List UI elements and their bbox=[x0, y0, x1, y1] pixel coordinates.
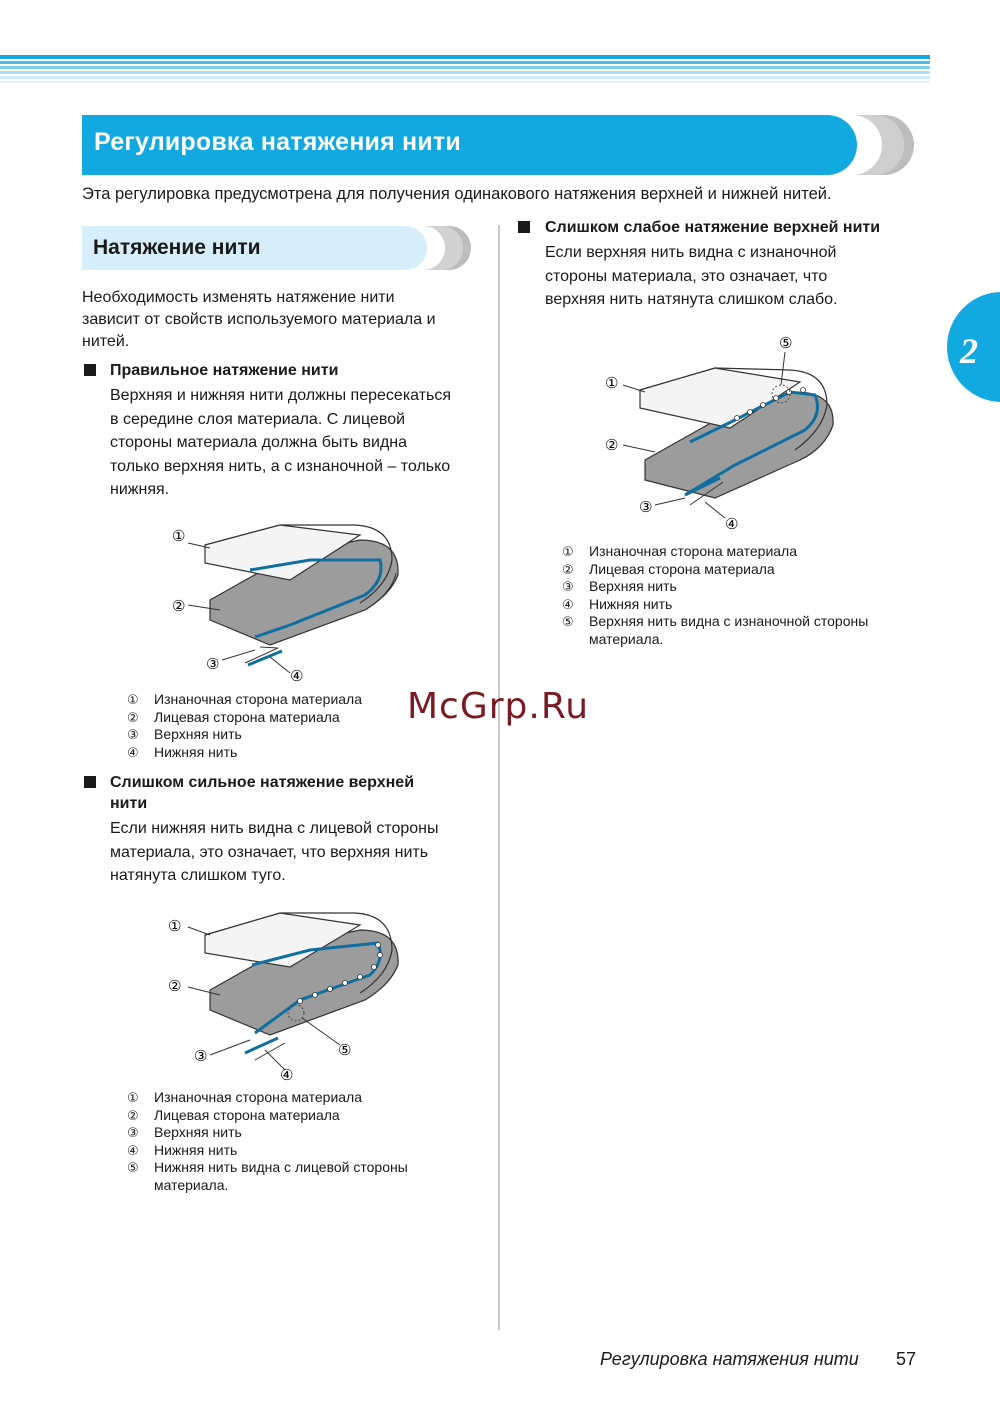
legend-number: ⑤ bbox=[127, 1160, 139, 1175]
legend-number: ③ bbox=[562, 579, 574, 594]
legend-number: ① bbox=[127, 692, 139, 707]
legend-row bbox=[127, 726, 362, 744]
legend-row bbox=[562, 596, 868, 614]
legend-number: ③ bbox=[127, 1125, 139, 1140]
legend-number: ③ bbox=[127, 727, 139, 742]
legend-text: материала. bbox=[154, 1176, 229, 1193]
legend-number: ② bbox=[562, 561, 574, 577]
too-tight-heading bbox=[110, 772, 414, 814]
too-tight-heading-line: нити bbox=[110, 795, 148, 812]
legend-text: Изнаночная сторона материала bbox=[154, 691, 363, 707]
section-banner-decoration bbox=[405, 226, 483, 270]
legend-text: Изнаночная сторона материала bbox=[154, 1089, 363, 1105]
too-tight-line: натянута слишком туго. bbox=[110, 867, 286, 884]
too-loose-description bbox=[545, 241, 838, 312]
correct-heading: Правильное натяжение нити bbox=[110, 362, 339, 379]
diagram-label: ③ bbox=[206, 655, 220, 673]
bullet-square bbox=[84, 776, 96, 788]
too-loose-legend bbox=[562, 543, 868, 648]
banner-decoration bbox=[830, 115, 915, 175]
legend-row bbox=[127, 744, 362, 762]
too-tight-description bbox=[110, 817, 439, 888]
correct-tension-diagram bbox=[160, 515, 420, 685]
legend-number: ⑤ bbox=[562, 614, 574, 629]
diagram-label: ③ bbox=[639, 498, 653, 516]
diagram-label: ② bbox=[605, 436, 619, 454]
too-loose-heading: Слишком слабое натяжение верхней нити bbox=[545, 219, 881, 236]
too-tight-legend bbox=[127, 1089, 408, 1194]
section-intro-line: Необходимость изменять натяжение нити bbox=[82, 289, 395, 306]
diagram-label: ① bbox=[168, 917, 182, 935]
diagram-label: ② bbox=[172, 597, 186, 615]
too-loose-line: верхняя нить натянута слишком слабо. bbox=[545, 291, 838, 308]
legend-text: Нижняя нить видна с лицевой стороны bbox=[154, 1159, 408, 1175]
legend-row bbox=[127, 1089, 408, 1107]
legend-row bbox=[127, 1124, 408, 1142]
section-title: Натяжение нити bbox=[93, 236, 261, 259]
legend-row bbox=[562, 631, 868, 649]
section-intro-line: нитей. bbox=[82, 333, 130, 350]
legend-text: Нижняя нить bbox=[589, 595, 673, 612]
correct-line: в середине слоя материала. С лицевой bbox=[110, 410, 406, 428]
legend-row bbox=[562, 578, 868, 596]
legend-text: Лицевая сторона материала bbox=[154, 708, 340, 725]
legend-number: ④ bbox=[127, 1142, 139, 1158]
too-tight-line: Если нижняя нить видна с лицевой стороны bbox=[110, 820, 439, 837]
too-loose-diagram bbox=[595, 330, 855, 535]
page-title: Регулировка натяжения нити bbox=[94, 128, 461, 156]
page-number: 57 bbox=[896, 1349, 917, 1369]
header-stripes bbox=[0, 55, 930, 83]
legend-number bbox=[127, 1177, 154, 1195]
legend-text: Лицевая сторона материала bbox=[589, 560, 775, 577]
correct-line: только верхняя нить, а с изнаночной – только bbox=[110, 457, 451, 475]
legend-row bbox=[127, 709, 362, 727]
section-intro bbox=[82, 287, 436, 353]
legend-text: Верхняя нить bbox=[154, 726, 242, 742]
legend-row bbox=[127, 691, 362, 709]
legend-number: ② bbox=[127, 709, 139, 725]
diagram-label: ④ bbox=[725, 515, 739, 533]
chapter-number: 2 bbox=[960, 331, 978, 371]
diagram-label: ① bbox=[605, 374, 619, 392]
correct-line: Верхняя и нижняя нити должны пересекаться bbox=[110, 387, 452, 404]
diagram-label: ④ bbox=[280, 1066, 294, 1084]
watermark: McGrp.Ru bbox=[407, 686, 590, 727]
legend-row bbox=[562, 543, 868, 561]
intro-text: Эта регулировка предусмотрена для получения одинакового натяжения верхней и нижней нитей. bbox=[82, 185, 832, 203]
legend-row bbox=[562, 561, 868, 579]
diagram-label: ⑤ bbox=[779, 334, 793, 352]
too-tight-diagram bbox=[160, 905, 420, 1085]
legend-number bbox=[562, 631, 589, 649]
legend-text: Верхняя нить bbox=[589, 578, 677, 594]
diagram-label: ② bbox=[168, 977, 182, 995]
footer-title: Регулировка натяжения нити bbox=[600, 1349, 859, 1369]
legend-number: ② bbox=[127, 1107, 139, 1123]
diagram-label: ① bbox=[172, 527, 186, 545]
bullet-square bbox=[84, 364, 96, 376]
diagram-label: ⑤ bbox=[338, 1041, 352, 1059]
legend-text: материала. bbox=[589, 630, 664, 647]
legend-row bbox=[562, 613, 868, 631]
legend-row bbox=[127, 1107, 408, 1125]
legend-text: Изнаночная сторона материала bbox=[589, 543, 798, 559]
section-intro-line: зависит от свойств используемого материала и bbox=[82, 311, 436, 328]
legend-text: Нижняя нить bbox=[154, 1141, 238, 1158]
legend-row bbox=[127, 1177, 408, 1195]
correct-line: стороны материала должна быть видна bbox=[110, 434, 408, 451]
legend-text: Нижняя нить bbox=[154, 743, 238, 760]
legend-number: ④ bbox=[127, 744, 139, 760]
diagram-label: ④ bbox=[290, 667, 304, 685]
correct-line: нижняя. bbox=[110, 481, 170, 498]
legend-number: ④ bbox=[562, 596, 574, 612]
too-tight-line: материала, это означает, что верхняя нить bbox=[110, 843, 429, 861]
bullet-square bbox=[518, 221, 530, 233]
correct-legend bbox=[127, 691, 362, 761]
legend-row bbox=[127, 1142, 408, 1160]
legend-text: Лицевая сторона материала bbox=[154, 1106, 340, 1123]
diagram-label: ③ bbox=[194, 1047, 208, 1065]
legend-text: Верхняя нить видна с изнаночной стороны bbox=[589, 613, 869, 629]
legend-row bbox=[127, 1159, 408, 1177]
correct-description bbox=[110, 384, 451, 502]
legend-text: Верхняя нить bbox=[154, 1124, 242, 1140]
legend-number: ① bbox=[562, 544, 574, 559]
too-loose-line: Если верхняя нить видна с изнаночной bbox=[545, 244, 837, 261]
too-tight-heading-line: Слишком сильное натяжение верхней bbox=[110, 774, 415, 791]
too-loose-line: стороны материала, это означает, что bbox=[545, 267, 828, 285]
legend-number: ① bbox=[127, 1090, 139, 1105]
column-divider bbox=[498, 225, 500, 1330]
